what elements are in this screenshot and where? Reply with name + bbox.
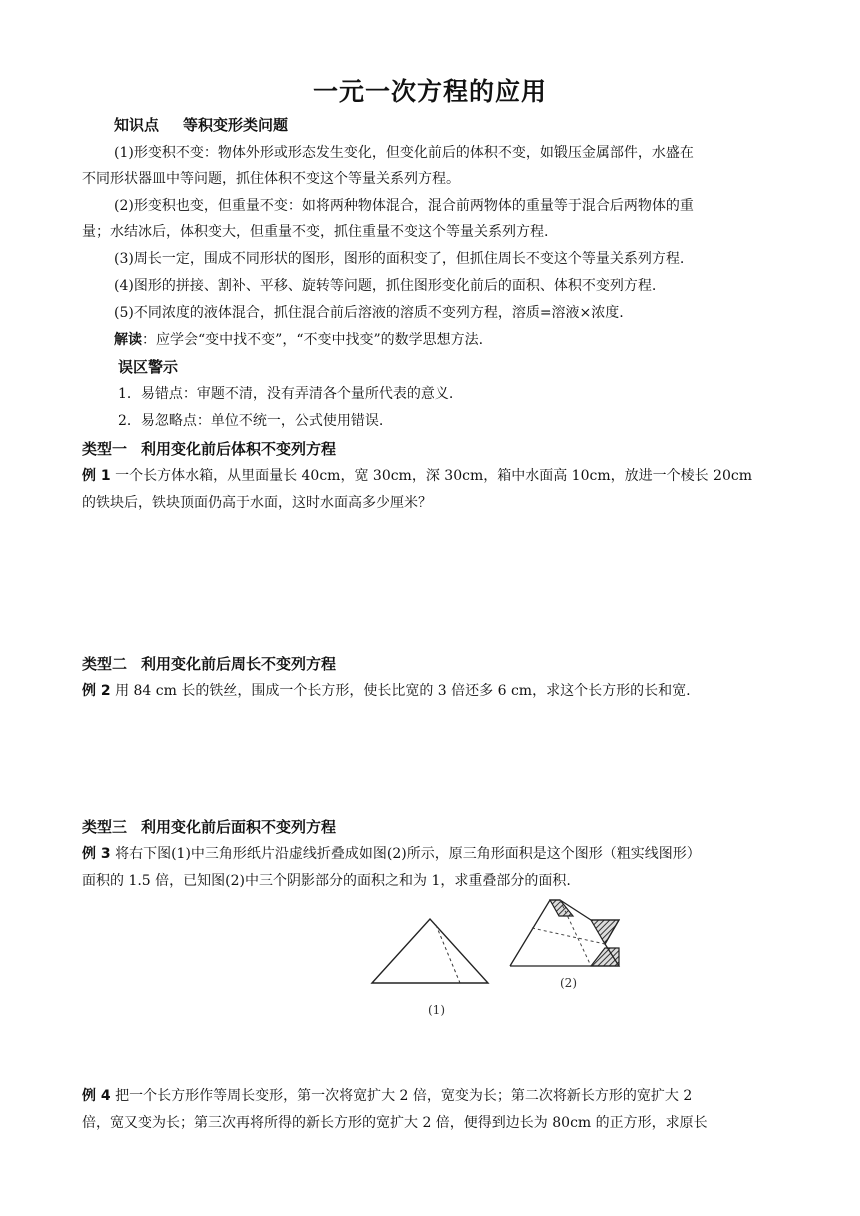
type1-heading — [82, 436, 782, 463]
figure-2-caption: (2) — [560, 976, 577, 990]
type3-label: 类型三 — [82, 818, 128, 836]
knowledge-point-4: (4)图形的拼接、割补、平移、旋转等问题，抓住图形变化前后的面积、体积不变列方程. — [114, 278, 657, 294]
example4-label: 例 4 — [82, 1088, 111, 1104]
example4-line2: 倍，宽又变为长；第三次再将所得的新长方形的宽扩大 2 倍，便得到边长为 80cm 的正方形，求原长 — [82, 1115, 708, 1131]
warnings-heading: 误区警示 — [118, 358, 179, 376]
warning-item-2: 2．易忽略点：单位不统一，公式使用错误. — [118, 413, 384, 429]
figure-1-caption: (1) — [428, 1003, 445, 1017]
knowledge-point-5: (5)不同浓度的液体混合，抓住混合前后溶液的溶质不变列方程，溶质=溶液×浓度. — [114, 305, 624, 321]
example2-text: 用 84 cm 长的铁丝，围成一个长方形，使长比宽的 3 倍还多 6 cm，求这个长方形的长和宽. — [110, 683, 691, 699]
example3-line1 — [82, 841, 782, 868]
knowledge-point-1a: (1)形变积不变：物体外形或形态发生变化，但变化前后的体积不变，如锻压金属部件，水盛在 — [114, 145, 694, 161]
knowledge-point-1b: 不同形状器皿中等问题，抓住体积不变这个等量关系列方程。 — [82, 171, 460, 187]
warning-item-1: 1．易错点：审题不清，没有弄清各个量所代表的意义. — [118, 386, 454, 402]
example1-line2: 的铁块后，铁块顶面仍高于水面，这时水面高多少厘米？ — [82, 495, 432, 511]
example3-line2: 面积的 1.5 倍，已知图(2)中三个阴影部分的面积之和为 1，求重叠部分的面积. — [82, 873, 571, 889]
explain-line — [114, 327, 782, 354]
example3-text: 将右下图(1)中三角形纸片沿虚线折叠成如图(2)所示，原三角形面积是这个图形（粗实线图形） — [110, 846, 701, 862]
example4-line1 — [82, 1083, 782, 1110]
knowledge-heading — [114, 112, 782, 139]
type1-label: 类型一 — [82, 440, 128, 458]
knowledge-point-2b: 量；水结冰后，体积变大，但重量不变，抓住重量不变这个等量关系列方程. — [82, 224, 549, 240]
knowledge-label: 知识点 — [114, 116, 160, 134]
type2-topic: 利用变化前后周长不变列方程 — [141, 655, 337, 673]
knowledge-topic: 等积变形类问题 — [183, 116, 289, 134]
fold-figure — [360, 892, 660, 1022]
example4-text: 把一个长方形作等周长变形，第一次将宽扩大 2 倍，宽变为长；第二次将新长方形的宽扩大 2 — [110, 1088, 693, 1104]
explain-text: ：应学会“变中找不变”，“不变中找变”的数学思想方法. — [142, 332, 484, 348]
type3-heading — [82, 814, 782, 841]
explain-label: 解读 — [114, 332, 142, 348]
triangle-figure-1 — [372, 919, 488, 1017]
type2-heading — [82, 651, 782, 678]
type1-topic: 利用变化前后体积不变列方程 — [141, 440, 337, 458]
folded-figure-2 — [510, 900, 619, 990]
example1-label: 例 1 — [82, 468, 111, 484]
type2-label: 类型二 — [82, 655, 128, 673]
example2-label: 例 2 — [82, 683, 111, 699]
knowledge-point-2a: (2)形变积也变，但重量不变：如将两种物体混合，混合前两物体的重量等于混合后两物体的重 — [114, 198, 694, 214]
example1-line1 — [82, 463, 782, 490]
example3-label: 例 3 — [82, 846, 111, 862]
example1-text: 一个长方体水箱，从里面量长 40cm，宽 30cm，深 30cm，箱中水面高 10cm，放进一个棱长 20cm — [110, 468, 752, 484]
knowledge-point-3: (3)周长一定，围成不同形状的图形，图形的面积变了，但抓住周长不变这个等量关系列方程. — [114, 251, 685, 267]
type3-topic: 利用变化前后面积不变列方程 — [141, 818, 337, 836]
example2-line1 — [82, 678, 782, 705]
page-title: 一元一次方程的应用 — [312, 77, 547, 106]
